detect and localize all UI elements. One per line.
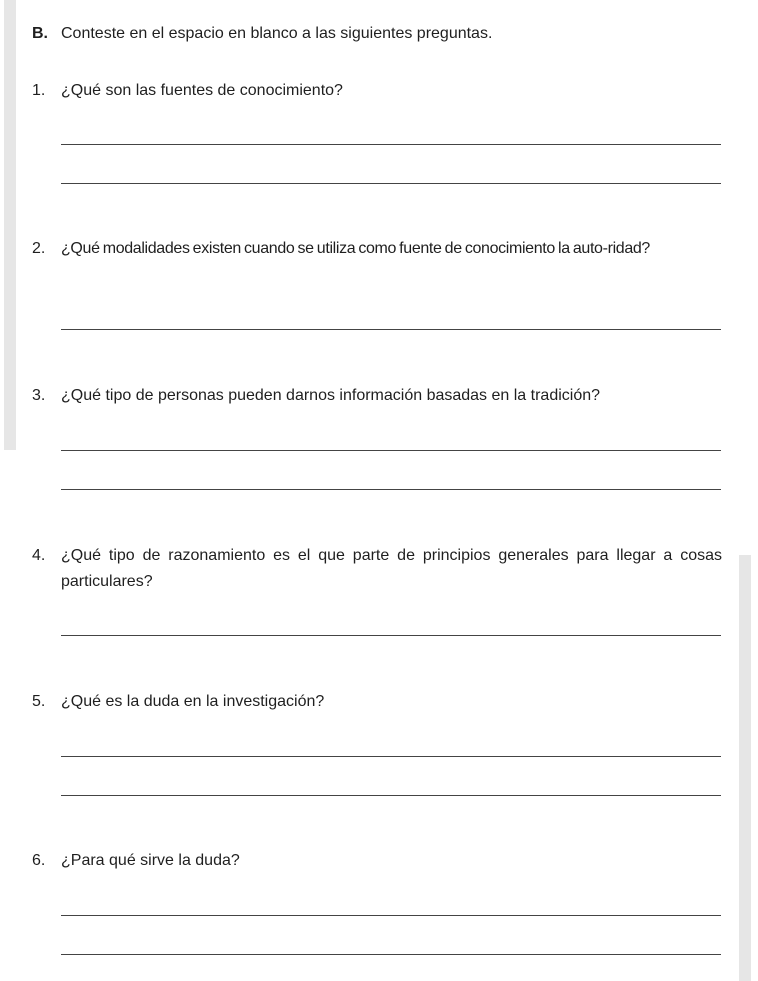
answer-line[interactable] <box>61 795 721 796</box>
answer-line[interactable] <box>61 635 721 636</box>
left-margin-bar <box>4 0 16 450</box>
answer-line[interactable] <box>61 329 721 330</box>
question-3 <box>32 383 722 409</box>
answer-line[interactable] <box>61 489 721 490</box>
question-number: 3. <box>32 387 46 404</box>
question-text: ¿Qué modalidades existen cuando se utiliza como fuente de conocimiento la auto-ridad? <box>61 240 650 257</box>
question-text: ¿Qué tipo de razonamiento es el que parte de principios generales para llegar a cosas particulares? <box>61 547 722 590</box>
question-6 <box>32 848 722 874</box>
question-number: 4. <box>32 547 46 564</box>
question-4 <box>32 543 722 595</box>
answer-line[interactable] <box>61 450 721 451</box>
question-number: 5. <box>32 693 46 710</box>
section-letter: B. <box>32 25 48 42</box>
question-text: ¿Para qué sirve la duda? <box>61 852 240 869</box>
answer-line[interactable] <box>61 183 721 184</box>
question-text: ¿Qué es la duda en la investigación? <box>61 693 325 710</box>
question-number: 1. <box>32 82 46 99</box>
answer-line[interactable] <box>61 915 721 916</box>
answer-line[interactable] <box>61 144 721 145</box>
question-number: 6. <box>32 852 46 869</box>
question-text: ¿Qué tipo de personas pueden darnos información basadas en la tradición? <box>61 387 601 404</box>
right-margin-bar <box>739 555 751 981</box>
question-5 <box>32 689 722 715</box>
question-text: ¿Qué son las fuentes de conocimiento? <box>61 82 343 99</box>
question-1 <box>32 78 722 104</box>
answer-line[interactable] <box>61 954 721 955</box>
section-header <box>32 24 492 44</box>
answer-line[interactable] <box>61 756 721 757</box>
section-instruction: Conteste en el espacio en blanco a las siguientes preguntas. <box>61 25 493 42</box>
question-number: 2. <box>32 240 46 257</box>
question-2 <box>32 236 722 262</box>
